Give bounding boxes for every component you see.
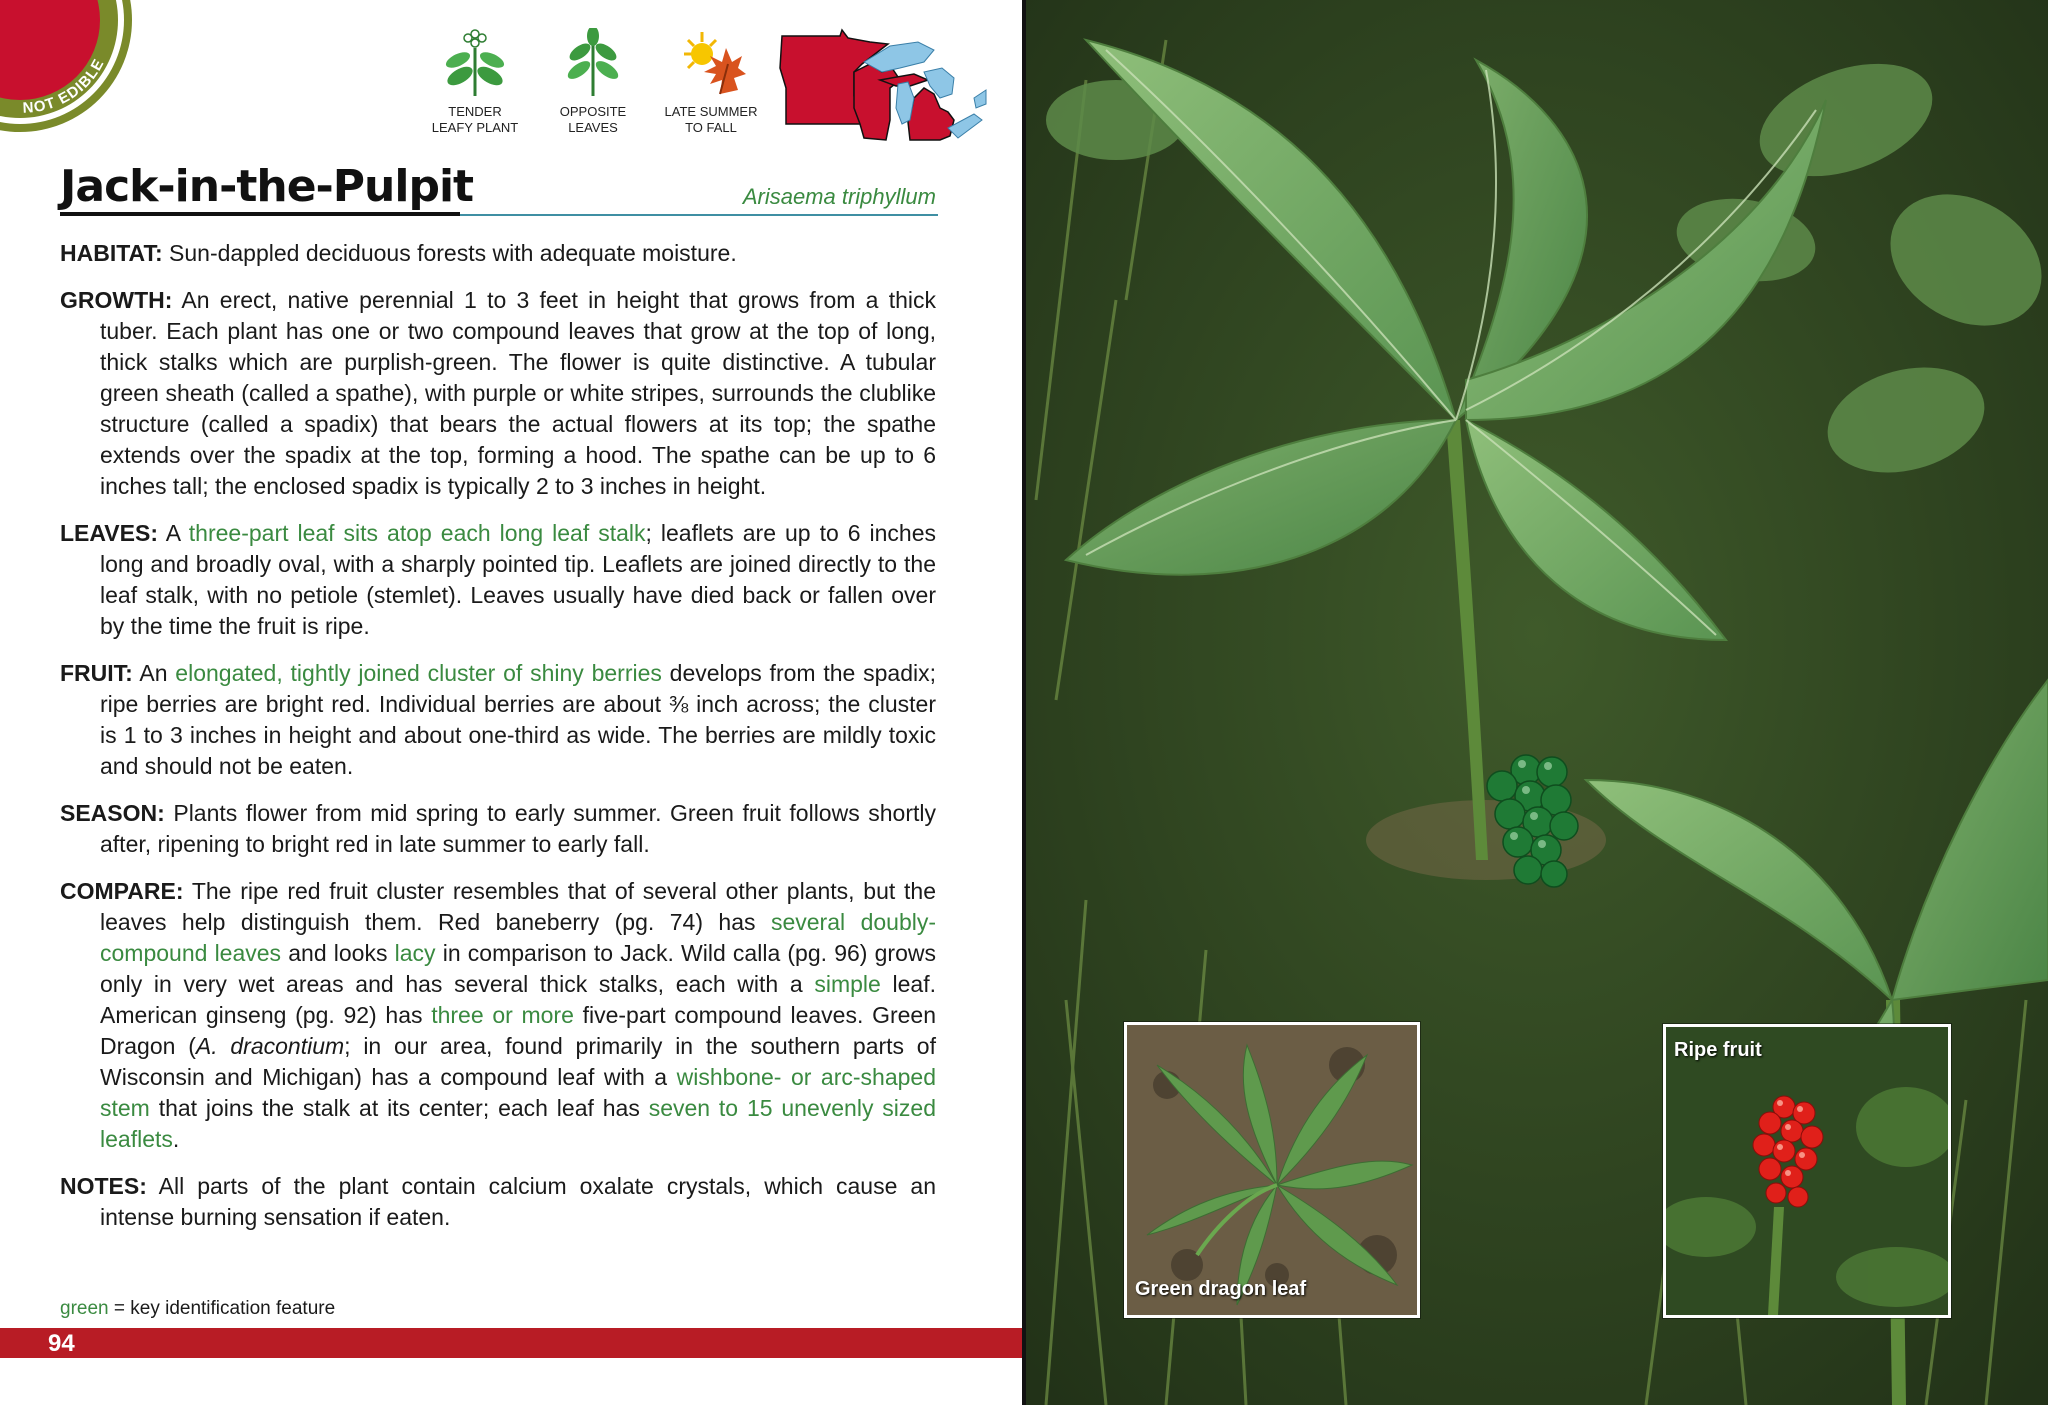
fruit-entry — [60, 658, 936, 782]
compare-text: . — [172, 1126, 180, 1152]
compare-entry — [60, 876, 936, 1155]
inset-caption: Green dragon leaf — [1135, 1278, 1307, 1300]
compare-text: and looks — [281, 940, 395, 966]
legend-key: green — [60, 1298, 109, 1319]
inset-green-dragon-photo — [1124, 1022, 1420, 1318]
late-summer-to-fall-icon — [676, 28, 746, 98]
leaves-entry — [60, 518, 936, 642]
icon-cell — [538, 28, 648, 136]
icon-label: OPPOSITE LEAVES — [559, 104, 627, 135]
leaves-text: ; leaflets are up to 6 inches long and broadly oval, with a sharply pointed tip. Leaflets are joined directly to the leaf stalk, with no petiole (stemlet). Leaves usually have died back or fallen over by the time the fruit is ripe. — [100, 520, 937, 639]
habitat-label: HABITAT: — [60, 240, 163, 266]
icon-label: TENDER LEAFY PLANT — [431, 104, 519, 135]
color-key-legend — [60, 1298, 335, 1320]
season-entry — [60, 798, 936, 860]
habitat-entry — [60, 238, 936, 269]
green-dragon-leaf-image — [1127, 1025, 1417, 1315]
fruit-text: develops from the spadix; ripe berries are bright red. Individual berries are about ⅜ inch across; the cluster is 1 to 3 inches in height and about one-third as wide. The berries are mildly toxic and should not be eaten. — [100, 660, 936, 779]
leaves-text: A — [157, 520, 189, 546]
opposite-leaves-icon — [563, 28, 623, 98]
right-page — [1026, 0, 2048, 1405]
leaves-label: LEAVES: — [60, 520, 158, 546]
season-text: Plants flower from mid spring to early summer. Green fruit follows shortly after, ripening to bright red in late summer to early fall. — [100, 800, 936, 857]
compare-label: COMPARE: — [60, 878, 184, 904]
notes-entry — [60, 1171, 936, 1233]
inset-caption: Ripe fruit — [1674, 1039, 1762, 1061]
fruit-label: FRUIT: — [60, 660, 133, 686]
notes-label: NOTES: — [60, 1173, 147, 1199]
title-underline — [60, 212, 460, 216]
compare-text: The ripe red fruit cluster resembles that of several other plants, but the leaves help distinguish them. Red baneberry (pg. 74) has — [100, 878, 936, 935]
page-title: Jack-in-the-Pulpit — [60, 161, 474, 212]
legend-text: = key identification feature — [108, 1298, 336, 1319]
season-label: SEASON: — [60, 800, 165, 826]
compare-text: ; in our area, found primarily in the southern parts of Wisconsin and Michigan) has a compound leaf with a — [100, 1033, 936, 1090]
title-block — [60, 152, 938, 216]
compare-text: leaf. American ginseng (pg. 92) has — [100, 971, 936, 1028]
ripe-fruit-image — [1666, 1027, 1948, 1315]
key-feature-text: elongated, tightly joined cluster of shiny berries — [175, 660, 662, 686]
icon-cell — [420, 28, 530, 136]
fruit-text: An — [132, 660, 176, 686]
notes-text: All parts of the plant contain calcium oxalate crystals, which cause an intense burning sensation if eaten. — [100, 1173, 936, 1230]
growth-text: An erect, native perennial 1 to 3 feet in height that grows from a thick tuber. Each plant has one or two compound leaves that grow at the top of long, thick stalks which are purplish-green. The flower is quite distinctive. A tubular green sheath (called a spathe), with purple or white stripes, surrounds the clublike structure (called a spadix) that bears the actual flowers at its top; the spathe extends over the spadix at the top, forming a hood. The spathe can be up to 6 inches tall; the enclosed spadix is typically 2 to 3 inches in height. — [100, 287, 936, 499]
page-number: 94 — [48, 1330, 75, 1357]
description-body — [60, 238, 936, 1249]
footer-bar — [0, 1328, 1022, 1358]
tender-leafy-plant-icon — [438, 28, 512, 98]
compare-italic-text: A. dracontium — [195, 1033, 345, 1059]
scientific-name: Arisaema triphyllum — [742, 184, 936, 209]
key-feature-text: wishbone- or arc-shaped stem — [100, 1064, 936, 1121]
compare-text: in comparison to Jack. Wild calla (pg. 96) grows only in very wet areas and has several thick stalks, each with a — [100, 940, 936, 997]
key-feature-text: several doubly-compound leaves — [100, 909, 936, 966]
compare-text: five-part compound leaves. Green Dragon ( — [100, 1002, 936, 1059]
key-feature-text: three-part leaf sits atop each long leaf stalk — [188, 520, 646, 546]
growth-label: GROWTH: — [60, 287, 173, 313]
growth-entry — [60, 285, 936, 502]
not-edible-badge — [0, 0, 140, 140]
badge-text: NOT EDIBLE — [22, 55, 108, 117]
habitat-text: Sun-dappled deciduous forests with adequate moisture. — [162, 240, 737, 266]
inset-ripe-fruit-photo — [1663, 1024, 1951, 1318]
icon-cell — [656, 28, 766, 136]
key-feature-text: lacy — [394, 940, 436, 966]
key-feature-text: seven to 15 unevenly sized leaflets — [100, 1095, 936, 1152]
key-feature-text: three or more — [431, 1002, 574, 1028]
compare-text: that joins the stalk at its center; each leaf has — [149, 1095, 649, 1121]
icon-label: LATE SUMMER TO FALL — [664, 104, 758, 135]
key-feature-text: simple — [814, 971, 881, 997]
